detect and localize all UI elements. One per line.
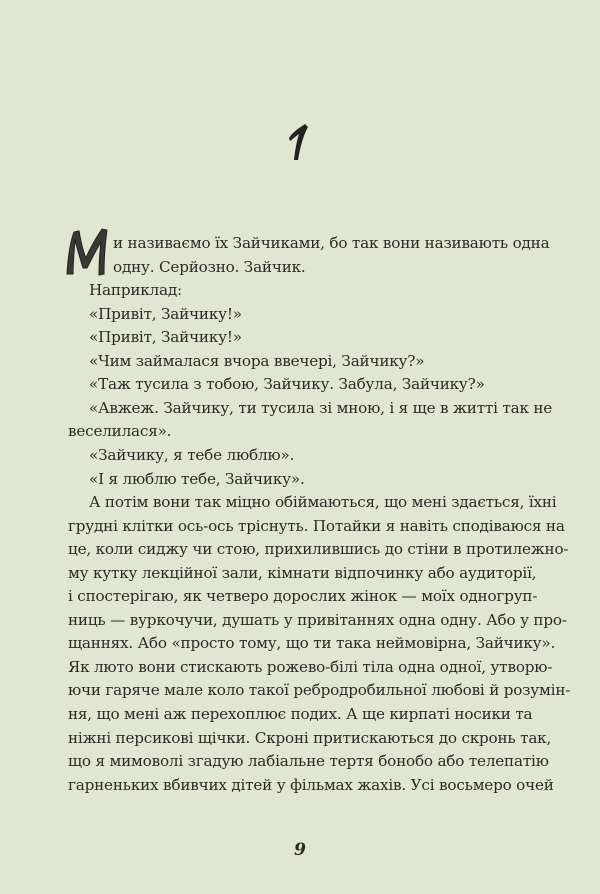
text-line: «Зайчику, я тебе люблю».: [89, 445, 295, 464]
text-line: Як люто вони стискають рожево-білі тіла одна одної, утворю-: [68, 657, 553, 676]
text-line: «Привіт, Зайчику!»: [89, 304, 242, 323]
text-line: веселилася».: [68, 422, 172, 441]
drop-cap: [64, 226, 110, 278]
text-line: щаннях. Або «просто тому, що ти така неймовірна, Зайчику».: [68, 634, 556, 653]
text-line: що я мимоволі згадую лабіальне тертя бонобо або телепатію: [68, 752, 549, 771]
text-line: і спостерігаю, як четверо дорослих жінок — моїх одногруп-: [68, 587, 538, 606]
text-line: и називаємо їх Зайчиками, бо так вони називають одна: [113, 234, 550, 252]
text-line: му кутку лекційної зали, кімнати відпочинку або аудиторії,: [68, 563, 537, 582]
text-line: ниць — вуркочучи, душать у привітаннях одна одну. Або у про-: [68, 610, 567, 629]
chapter-number: [283, 118, 313, 168]
text-line: «Таж тусила з тобою, Зайчику. Забула, Зайчику?»: [89, 375, 485, 394]
text-line: Наприклад:: [89, 281, 182, 300]
text-line: А потім вони так міцно обіймаються, що мені здається, їхні: [89, 493, 557, 512]
page-number: 9: [294, 840, 306, 860]
text-line: «І я люблю тебе, Зайчику».: [89, 469, 305, 488]
text-line: «Чим займалася вчора ввечері, Зайчику?»: [89, 351, 425, 370]
text-line: «Привіт, Зайчику!»: [89, 328, 242, 347]
text-line: ючи гаряче мале коло такої ребродробильної любові й розумін-: [68, 681, 571, 700]
text-line: ня, що мені аж перехоплює подих. А ще кирпаті носики та: [68, 705, 533, 723]
text-line: грудні клітки ось-ось тріснуть. Потайки я навіть сподіваюся на: [68, 516, 565, 535]
text-line: «Авжеж. Зайчику, ти тусила зі мною, і я ще в житті так не: [89, 398, 553, 417]
text-line: гарненьких вбивчих дітей у фільмах жахів. Усі восьмеро очей: [68, 775, 554, 794]
text-line: одну. Серйозно. Зайчик.: [113, 257, 306, 276]
text-line: це, коли сиджу чи стою, прихилившись до стіни в протилежно-: [68, 540, 569, 559]
text-line: ніжні персикові щічки. Скроні притискаються до скронь так,: [68, 728, 552, 747]
